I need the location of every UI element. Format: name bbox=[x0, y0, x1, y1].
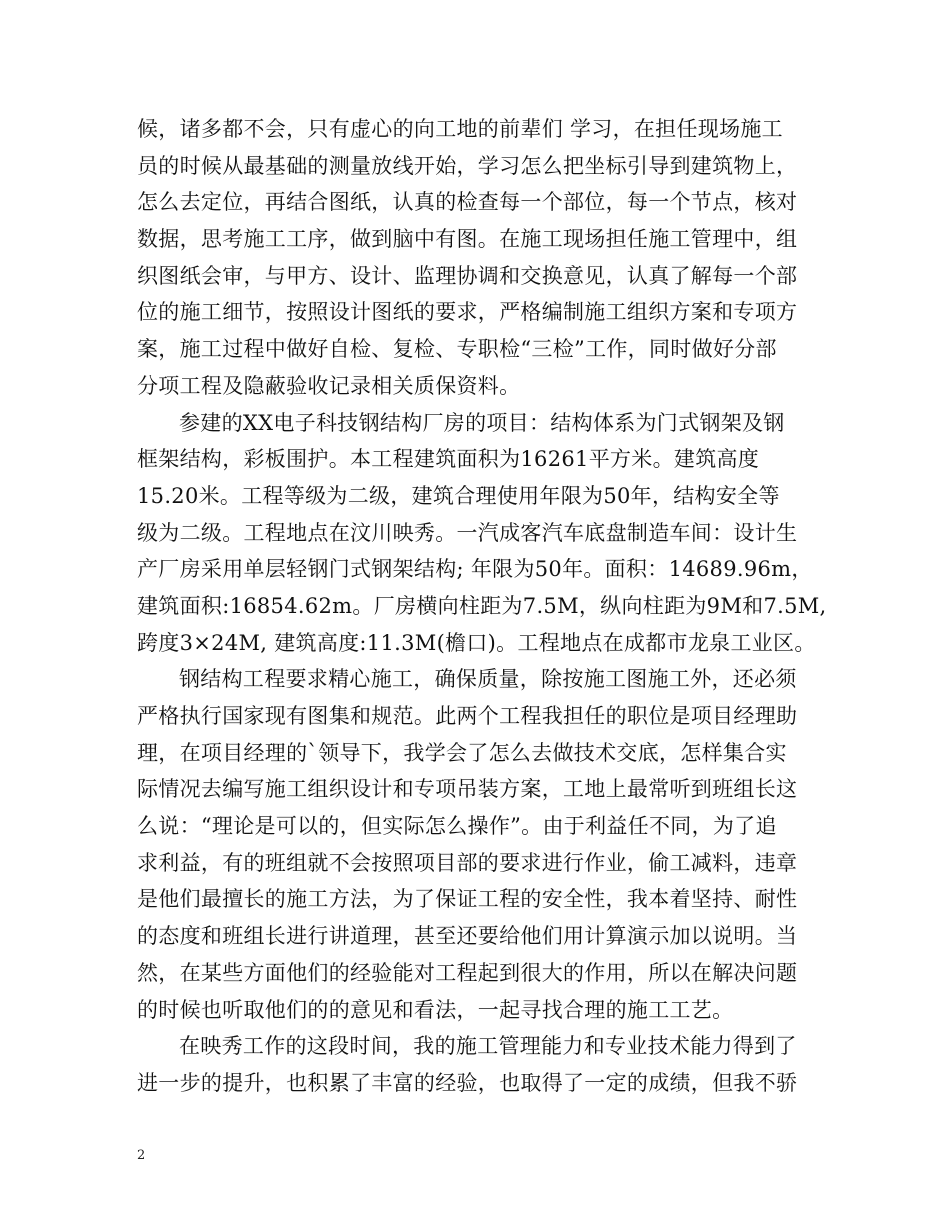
text-line: 际情况去编写施工组织设计和专项吊装方案，工地上最常听到班组长这 bbox=[137, 777, 798, 802]
paragraph bbox=[137, 405, 827, 662]
text-line: 位的施工细节，按照设计图纸的要求，严格编制施工组织方案和专项方 bbox=[137, 300, 798, 325]
text-line: 的态度和班组长进行讲道理，甚至还要给他们用计算演示加以说明。当 bbox=[137, 924, 798, 949]
text-line: 建筑面积:16854.62m。厂房横向柱距为7.5M，纵向柱距为9M和7.5M, bbox=[137, 593, 827, 618]
text-line: 案，施工过程中做好自检、复检、专职检“三检”工作，同时做好分部 bbox=[137, 337, 777, 362]
text-line: 是他们最擅长的施工方法，为了保证工程的安全性，我本着坚持、耐性 bbox=[137, 887, 798, 912]
text-line: 求利益，有的班组就不会按照项目部的要求进行作业，偷工减料，违章 bbox=[137, 850, 798, 875]
text-line: 员的时候从最基础的测量放线开始，学习怎么把坐标引导到建筑物上， bbox=[137, 153, 798, 178]
text-line: 么说：“理论是可以的，但实际怎么操作”。由于利益任不同，为了追 bbox=[137, 814, 777, 839]
text-line: 进一步的提升，也积累了丰富的经验，也取得了一定的成绩，但我不骄 bbox=[137, 1070, 798, 1095]
text-line: 15.20米。工程等级为二级，建筑合理使用年限为50年，结构安全等 bbox=[137, 483, 780, 508]
text-line: 织图纸会审，与甲方、设计、监理协调和交换意见，认真了解每一个部 bbox=[137, 263, 798, 288]
text-line: 级为二级。工程地点在汶川映秀。一汽成客汽车底盘制造车间：设计生 bbox=[137, 520, 798, 545]
body-text bbox=[137, 111, 827, 1102]
text-line: 的时候也听取他们的的意见和看法，一起寻找合理的施工工艺。 bbox=[137, 997, 734, 1022]
paragraph bbox=[137, 1028, 817, 1101]
text-line: 理，在项目经理的`领导下，我学会了怎么去做技术交底，怎样集合实 bbox=[137, 740, 787, 765]
text-line: 候，诸多都不会，只有虚心的向工地的前辈们 学习，在担任现场施工 bbox=[137, 117, 783, 141]
text-line: 然，在某些方面他们的经验能对工程起到很大的作用，所以在解决问题 bbox=[137, 960, 798, 985]
paragraph bbox=[137, 111, 817, 405]
text-line: 分项工程及隐蔽验收记录相关质保资料。 bbox=[137, 373, 521, 398]
page-number: 2 bbox=[137, 1148, 146, 1163]
text-line: 在映秀工作的这段时间，我的施工管理能力和专业技术能力得到了 bbox=[179, 1034, 797, 1059]
text-line: 框架结构，彩板围护。本工程建筑面积为16261平方米。建筑高度 bbox=[137, 447, 760, 472]
text-line: 怎么去定位，再结合图纸，认真的检查每一个部位，每一个节点，核对 bbox=[137, 190, 798, 215]
text-line: 钢结构工程要求精心施工，确保质量，除按施工图施工外，还必须 bbox=[179, 667, 797, 692]
text-line: 跨度3×24M, 建筑高度:11.3M(檐口)。工程地点在成都市龙泉工业区。 bbox=[137, 630, 816, 655]
text-line: 数据，思考施工工序，做到脑中有图。在施工现场担任施工管理中，组 bbox=[137, 227, 798, 252]
text-line: 严格执行国家现有图集和规范。此两个工程我担任的职位是项目经理助 bbox=[137, 704, 798, 728]
text-line: 产厂房采用单层轻钢门式钢架结构; 年限为50年。面积：14689.96m， bbox=[137, 557, 813, 582]
text-line: 参建的XX电子科技钢结构厂房的项目：结构体系为门式钢架及钢 bbox=[179, 410, 785, 435]
paragraph bbox=[137, 661, 817, 1028]
